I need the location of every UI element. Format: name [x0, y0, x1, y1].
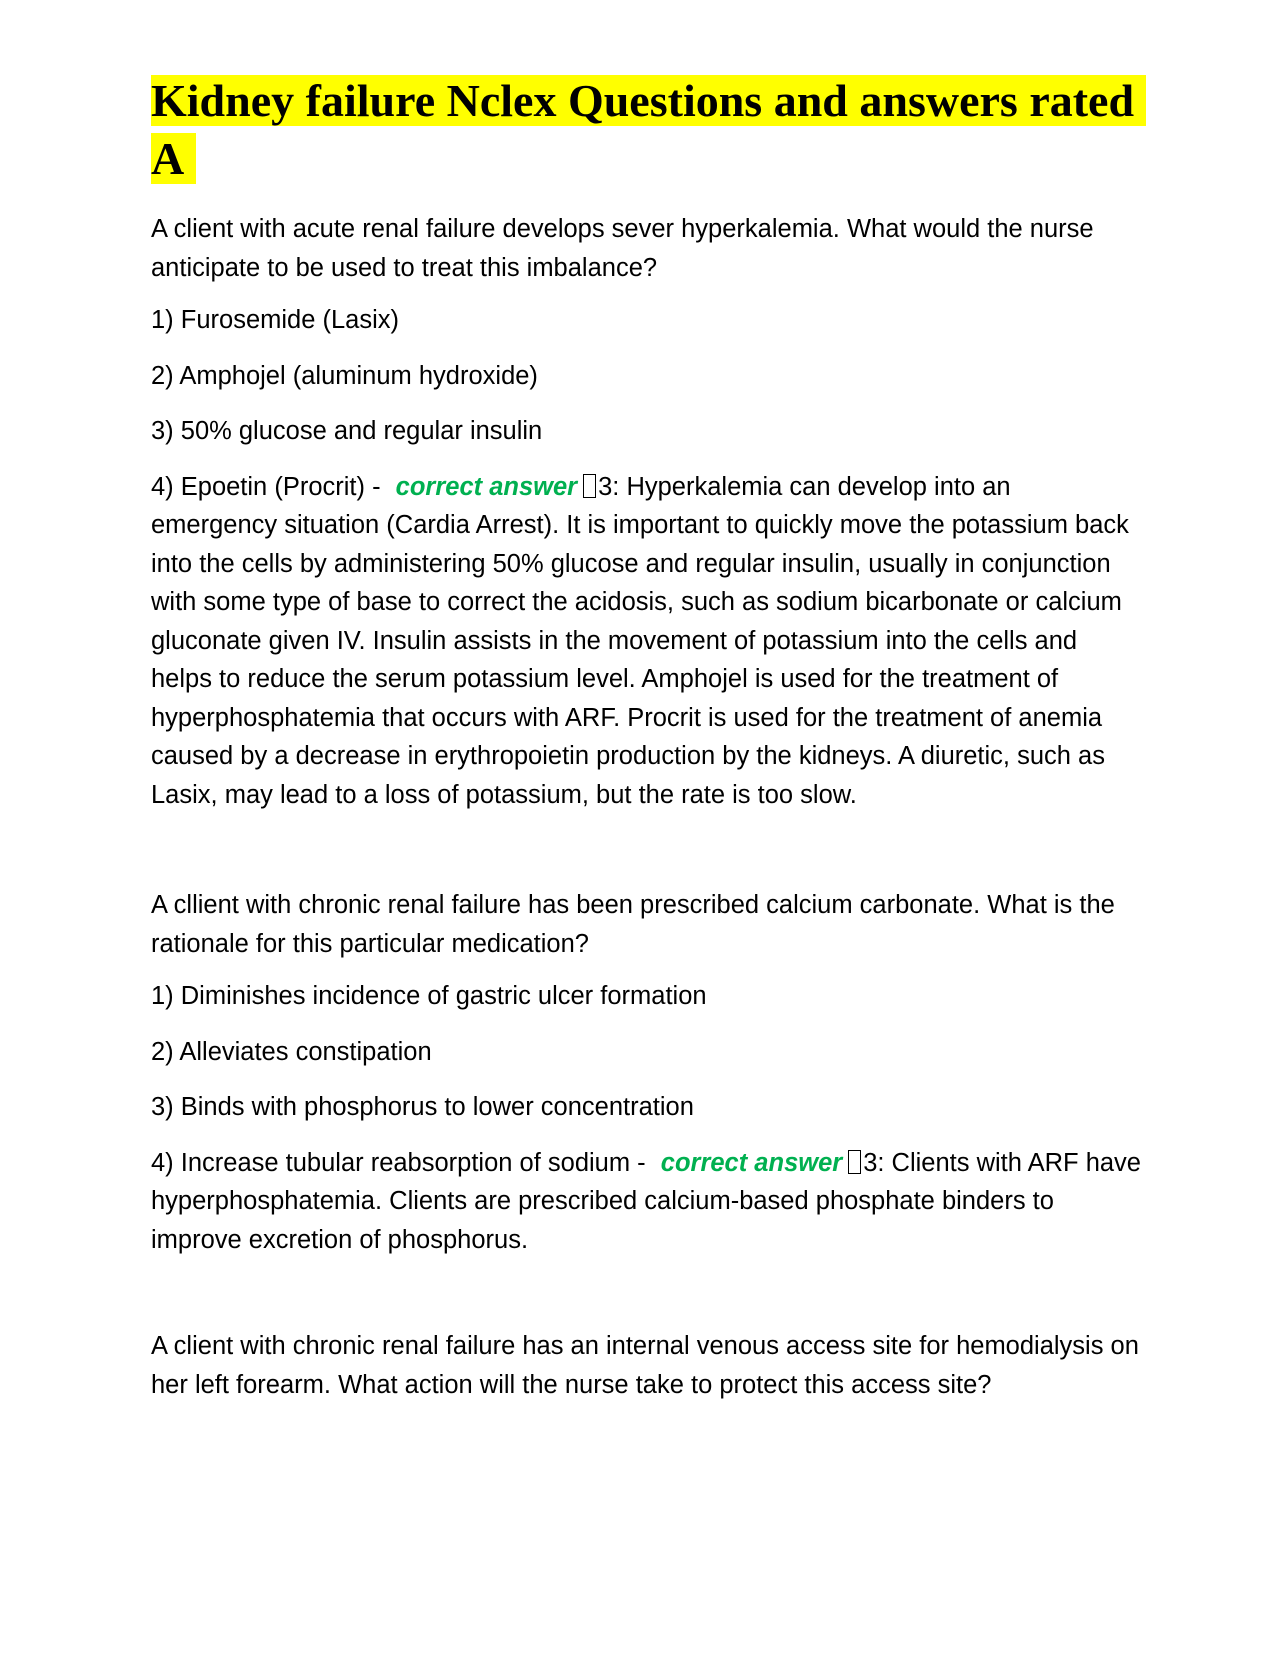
answer-option-with-rationale [151, 1144, 1141, 1260]
question-text: A client with acute renal failure develops sever hyperkalemia. What would the nurse anticipate to be used to treat this imbalance? [151, 215, 1094, 282]
answer-option: 3) Binds with phosphorus to lower concentration [151, 1093, 694, 1121]
question-text: A cllient with chronic renal failure has been prescribed calcium carbonate. What is the rationale for this particular medication? [151, 891, 1115, 958]
answer-option: 1) Diminishes incidence of gastric ulcer formation [151, 982, 707, 1010]
question-block-2 [151, 886, 1141, 1259]
question-block-3 [151, 1327, 1141, 1404]
answer-option: 2) Alleviates constipation [151, 1037, 432, 1066]
question-block-1 [151, 210, 1141, 814]
answer-option: 3) 50% glucose and regular insulin [151, 417, 543, 445]
paragraph-spacer [151, 814, 1141, 886]
answer-option: 4) Epoetin (Procrit) - [151, 472, 388, 501]
document-content [151, 72, 1141, 1404]
correct-answer-label: correct answer [660, 1148, 843, 1177]
answer-option: 4) Increase tubular reabsorption of sodium - [151, 1148, 653, 1177]
paragraph-spacer [151, 1259, 1141, 1327]
answer-option: 1) Furosemide (Lasix) [151, 306, 399, 334]
missing-glyph-box-icon [583, 474, 596, 498]
answer-rationale: 3: Clients with ARF have hyperphosphatemia. Clients are prescribed calcium-based phosphate binders to improve excretion of phosphorus. [151, 1148, 1141, 1254]
question-text: A client with chronic renal failure has an internal venous access site for hemodialysis on her left forearm. What action will the nurse take to protect this access site? [151, 1332, 1139, 1399]
answer-option-with-rationale [151, 468, 1141, 815]
document-title [151, 72, 1141, 188]
correct-answer-label: correct answer [395, 472, 578, 501]
answer-rationale: 3: Hyperkalemia can develop into an emergency situation (Cardia Arrest). It is important to quickly move the potassium back into the cells by administering 50% glucose and regular insulin, usually in conjunction with some type of base to correct the acidosis, such as sodium bicarbonate or calcium gluconate given IV. Insulin assists in the movement of potassium into the cells and helps to reduce the serum potassium level. Amphojel is used for the treatment of hyperphosphatemia that occurs with ARF. Procrit is used for the treatment of anemia caused by a decrease in erythropoietin production by the kidneys. A diuretic, such as Lasix, may lead to a loss of potassium, but the rate is too slow. [151, 472, 1129, 809]
answer-option: 2) Amphojel (aluminum hydroxide) [151, 361, 538, 390]
title-highlight: Kidney failure Nclex Questions and answers rated A [151, 75, 1146, 184]
missing-glyph-box-icon [848, 1150, 861, 1174]
